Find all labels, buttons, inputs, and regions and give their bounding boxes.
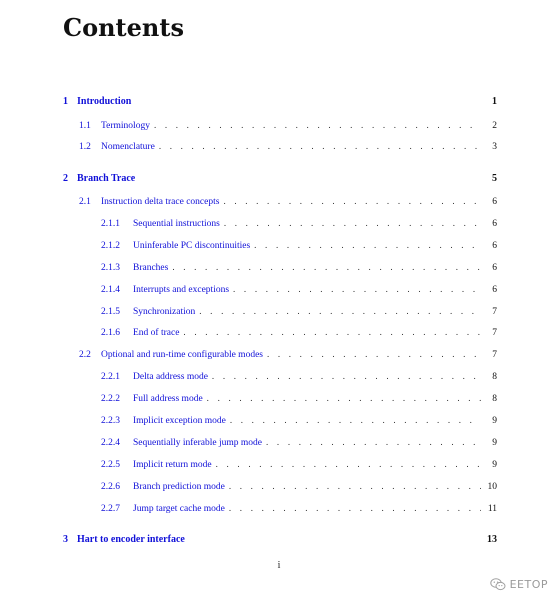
toc-entry-2-2-1[interactable] <box>101 370 497 383</box>
page-title: Contents <box>63 13 184 42</box>
toc-entry-title: Jump target cache mode <box>133 504 225 514</box>
toc-entry-title: Delta address mode <box>133 372 208 382</box>
toc-entry-number: 2.1.6 <box>101 328 120 338</box>
toc-entry-2-2-6[interactable] <box>101 480 497 493</box>
toc-entry-title: Optional and run-time configurable modes <box>101 350 263 360</box>
toc-entry-2-2-3[interactable] <box>101 414 497 427</box>
toc-entry-number: 2.1.5 <box>101 307 120 317</box>
toc-entry-page: 7 <box>492 328 497 338</box>
toc-entry-number: 2.2.1 <box>101 372 120 382</box>
toc-dot-leader <box>223 195 481 207</box>
toc-dot-leader <box>229 502 481 514</box>
toc-entry-title: Branch prediction mode <box>133 482 225 492</box>
toc-entry-title: Sequential instructions <box>133 219 220 229</box>
toc-entry-page: 2 <box>492 121 497 131</box>
toc-entry-title: Hart to encoder interface <box>77 534 185 545</box>
toc-entry-title: Branch Trace <box>77 173 136 184</box>
toc-entry-page: 8 <box>492 372 497 382</box>
toc-entry-number: 2.2.6 <box>101 482 120 492</box>
toc-entry-page: 11 <box>487 504 497 514</box>
toc-entry-page: 9 <box>492 416 497 426</box>
toc-entry-page: 6 <box>492 197 497 207</box>
toc-entry-title: End of trace <box>133 328 180 338</box>
toc-entry-page: 8 <box>492 394 497 404</box>
toc-entry-number: 2.1.2 <box>101 241 120 251</box>
toc-entry-2-1-4[interactable] <box>101 283 497 296</box>
toc-entry-page: 5 <box>492 173 497 184</box>
toc-entry-number: 1.1 <box>79 121 91 131</box>
toc-entry-page: 6 <box>492 241 497 251</box>
toc-entry-page: 13 <box>487 534 497 545</box>
toc-entry-2-1-6[interactable] <box>101 326 497 339</box>
toc-entry-page: 1 <box>492 96 497 107</box>
toc-entry-2-1-1[interactable] <box>101 217 497 230</box>
toc-entry-2-2-7[interactable] <box>101 502 497 515</box>
toc-entry-2[interactable] <box>63 173 497 185</box>
toc-entry-title: Uninferable PC discontinuities <box>133 241 251 251</box>
toc-entry-title: Implicit return mode <box>133 460 212 470</box>
toc-entry-page: 10 <box>487 482 497 492</box>
toc-entry-number: 2.2.3 <box>101 416 120 426</box>
toc-entry-number: 2.2.4 <box>101 438 120 448</box>
toc-dot-leader <box>159 140 481 152</box>
toc-entry-title: Terminology <box>101 121 150 131</box>
toc-dot-leader <box>212 370 481 382</box>
toc-entry-title: Interrupts and exceptions <box>133 285 230 295</box>
toc-entry-title: Nomenclature <box>101 142 155 152</box>
toc-entry-number: 2.1 <box>79 197 91 207</box>
toc-dot-leader <box>154 119 481 131</box>
toc-entry-number: 2.2.2 <box>101 394 120 404</box>
toc-entry-2-2-5[interactable] <box>101 458 497 471</box>
toc-dot-leader <box>199 305 481 317</box>
toc-entry-page: 3 <box>492 142 497 152</box>
toc-dot-leader <box>207 392 481 404</box>
toc-entry-title: Instruction delta trace concepts <box>101 197 220 207</box>
toc-entry-2-2[interactable] <box>79 348 497 361</box>
toc-dot-leader <box>266 436 481 448</box>
toc-entry-number: 2.2.5 <box>101 460 120 470</box>
watermark-text: EETOP <box>509 578 548 591</box>
toc-dot-leader <box>267 348 481 360</box>
toc-entry-2-2-4[interactable] <box>101 436 497 449</box>
toc-dot-leader <box>229 480 481 492</box>
toc-entry-page: 7 <box>492 307 497 317</box>
toc-entry-title: Introduction <box>77 96 132 107</box>
toc-dot-leader <box>172 261 481 273</box>
toc-entry-number: 3 <box>63 534 68 545</box>
toc-entry-2-1-3[interactable] <box>101 261 497 274</box>
toc-entry-title: Branches <box>133 263 169 273</box>
toc-entry-number: 2 <box>63 173 68 184</box>
toc-dot-leader <box>230 414 481 426</box>
toc-entry-page: 6 <box>492 219 497 229</box>
toc-entry-title: Implicit exception mode <box>133 416 226 426</box>
toc-entry-1-1[interactable] <box>79 119 497 132</box>
toc-entry-number: 2.1.4 <box>101 285 120 295</box>
toc-dot-leader <box>254 239 481 251</box>
toc-entry-title: Sequentially inferable jump mode <box>133 438 263 448</box>
toc-entry-number: 1.2 <box>79 142 91 152</box>
toc-entry-1-2[interactable] <box>79 140 497 153</box>
toc-dot-leader <box>183 326 481 338</box>
toc-dot-leader <box>224 217 481 229</box>
toc-entry-number: 2.2.7 <box>101 504 120 514</box>
toc-entry-number: 2.2 <box>79 350 91 360</box>
toc-entry-title: Full address mode <box>133 394 203 404</box>
toc-entry-2-1-5[interactable] <box>101 305 497 318</box>
toc-entry-3[interactable] <box>63 534 497 546</box>
toc-entry-page: 7 <box>492 350 497 360</box>
toc-dot-leader <box>233 283 481 295</box>
toc-entry-page: 9 <box>492 460 497 470</box>
toc-entry-2-2-2[interactable] <box>101 392 497 405</box>
toc-entry-number: 1 <box>63 96 68 107</box>
toc-entry-page: 9 <box>492 438 497 448</box>
footer-page-number: i <box>277 560 281 571</box>
wechat-icon <box>490 578 506 591</box>
toc-entry-page: 6 <box>492 263 497 273</box>
toc-entry-number: 2.1.3 <box>101 263 120 273</box>
toc-dot-leader <box>216 458 481 470</box>
toc-entry-2-1-2[interactable] <box>101 239 497 252</box>
toc-entry-page: 6 <box>492 285 497 295</box>
toc-entry-1[interactable] <box>63 96 497 108</box>
watermark <box>490 578 548 591</box>
toc-entry-title: Synchronization <box>133 307 196 317</box>
toc-entry-2-1[interactable] <box>79 195 497 208</box>
toc-entry-number: 2.1.1 <box>101 219 120 229</box>
